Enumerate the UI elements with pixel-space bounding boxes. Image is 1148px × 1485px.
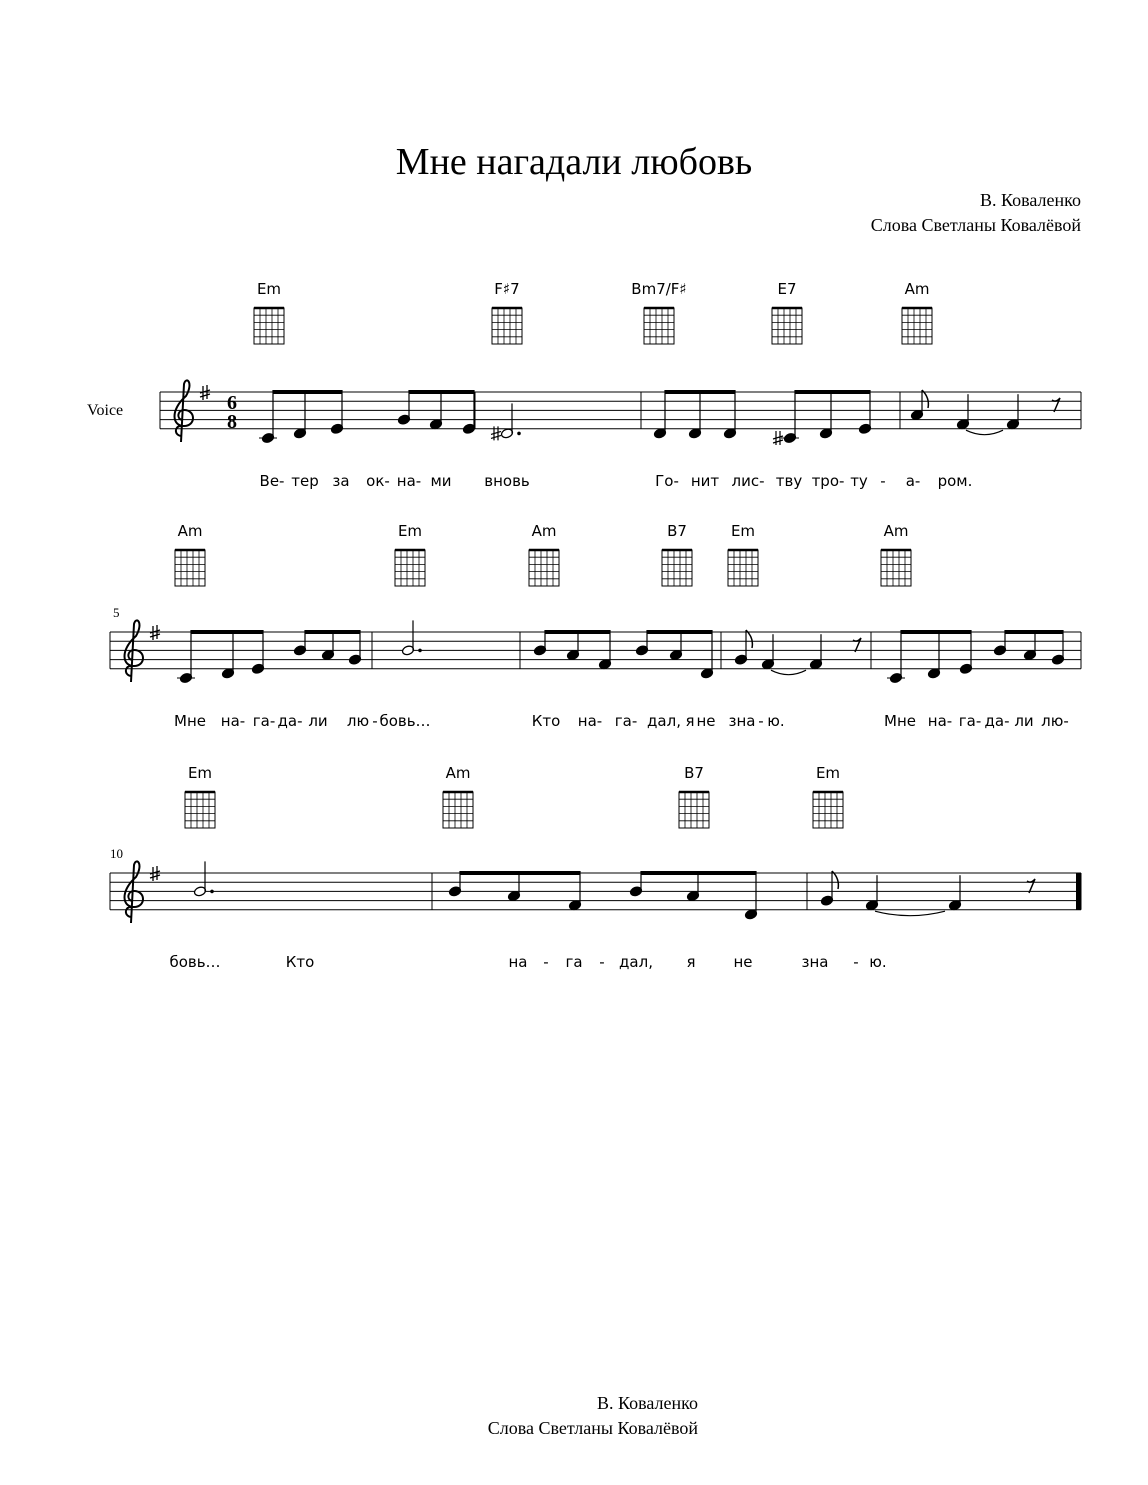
time-signature-denominator: 8	[227, 411, 237, 433]
lyric-syllable: Мне	[174, 712, 206, 730]
lyric-syllable: ли	[1014, 712, 1034, 730]
lyric-syllable: тер	[291, 472, 319, 490]
chord-symbol: Em	[730, 522, 756, 540]
lyric-syllable: на-	[220, 712, 246, 730]
chord-diagram-frame	[175, 550, 205, 586]
final-barline	[1076, 873, 1081, 910]
measure-number: 5	[113, 605, 120, 620]
lyric-syllable: да-	[984, 712, 1010, 730]
lyric-syllable: на-	[927, 712, 953, 730]
footer-composer: В. Коваленко	[597, 1393, 698, 1413]
chord-symbol: E7	[777, 280, 797, 298]
chord-diagram-frame	[254, 308, 284, 344]
lyric-syllable: -	[372, 712, 378, 730]
lyricist: Слова Светланы Ковалёвой	[870, 215, 1081, 235]
chord-diagram-frame	[443, 792, 473, 828]
chord-diagram-frame	[813, 792, 843, 828]
note-flag	[832, 871, 838, 889]
lyric-syllable: да-	[277, 712, 303, 730]
chord-symbol: B7	[684, 764, 704, 782]
lyric-syllable: ром.	[937, 472, 973, 490]
lyric-syllable: Кто	[531, 712, 561, 730]
lyric-syllable: ю.	[869, 953, 887, 971]
lyric-syllable: Мне	[884, 712, 916, 730]
chord-symbol: Em	[187, 764, 213, 782]
lyric-syllable: на-	[577, 712, 603, 730]
lyric-syllable: -	[758, 712, 764, 730]
treble-clef	[175, 380, 194, 442]
lyric-syllable: га	[565, 953, 583, 971]
chord-diagram-frame	[492, 308, 522, 344]
chord-symbol: Bm7/F♯	[631, 280, 687, 298]
lyric-syllable: -	[543, 953, 549, 971]
note-beam	[641, 871, 756, 875]
lyric-syllable: ли	[308, 712, 328, 730]
chord-symbol: Em	[397, 522, 423, 540]
note-beam	[647, 630, 712, 634]
treble-clef	[125, 861, 144, 923]
lyric-syllable: тро-	[811, 472, 845, 490]
note-flag	[746, 630, 752, 648]
song-title: Мне нагадали любовь	[395, 141, 753, 183]
lyric-syllable: нит	[690, 472, 720, 490]
lyric-syllable: бовь…	[379, 712, 431, 730]
lyric-syllable: лю	[346, 712, 370, 730]
lyric-syllable: не	[696, 712, 716, 730]
chord-diagram-frame	[772, 308, 802, 344]
chord-diagram-frame	[185, 792, 215, 828]
lyric-syllable: зна	[801, 953, 829, 971]
chord-diagram-frame	[902, 308, 932, 344]
lyric-syllable: га-	[252, 712, 276, 730]
lyric-syllable: на	[508, 953, 528, 971]
lyric-syllable: на-	[396, 472, 422, 490]
lyric-syllable: Го-	[655, 472, 679, 490]
chord-diagram-frame	[395, 550, 425, 586]
chord-symbol: Am	[177, 522, 203, 540]
chord-diagram-frame	[679, 792, 709, 828]
lyric-syllable: дал,	[647, 712, 681, 730]
composer: В. Коваленко	[980, 190, 1081, 210]
lyric-syllable: ок-	[366, 472, 390, 490]
augmentation-dot	[210, 890, 214, 894]
note-beam	[545, 630, 610, 634]
lyric-syllable: -	[599, 953, 605, 971]
lyric-syllable: ю.	[767, 712, 785, 730]
lyric-syllable: -	[880, 472, 886, 490]
lyric-syllable: га-	[614, 712, 638, 730]
note-beam	[305, 630, 360, 634]
chord-diagram-frame	[728, 550, 758, 586]
chord-symbol: Am	[531, 522, 557, 540]
note-beam	[795, 390, 870, 394]
note-beam	[1005, 630, 1063, 634]
treble-clef	[125, 620, 144, 682]
instrument-name: Voice	[87, 402, 124, 419]
chord-symbol: Am	[445, 764, 471, 782]
note-beam	[665, 390, 735, 394]
lyric-syllable: лис-	[731, 472, 765, 490]
chord-symbol: Am	[883, 522, 909, 540]
chord-symbol: F♯7	[494, 280, 520, 298]
chord-symbol: Em	[256, 280, 282, 298]
lyric-syllable: а-	[905, 472, 921, 490]
lyric-syllable: за	[332, 472, 350, 490]
lyric-syllable: зна	[728, 712, 756, 730]
chord-symbol: B7	[667, 522, 687, 540]
time-signature-numerator: 6	[227, 392, 237, 414]
footer-lyricist: Слова Светланы Ковалёвой	[487, 1418, 698, 1438]
lyric-syllable: Ве-	[259, 472, 285, 490]
lyric-syllable: дал,	[619, 953, 653, 971]
chord-symbol: Am	[904, 280, 930, 298]
chord-diagram-frame	[662, 550, 692, 586]
note-beam	[409, 390, 474, 394]
lyric-syllable: тву	[775, 472, 803, 490]
tie	[875, 911, 945, 916]
augmentation-dot	[418, 649, 422, 653]
lyric-syllable: лю-	[1041, 712, 1069, 730]
lyric-syllable: я	[685, 712, 695, 730]
lyric-syllable: бовь…	[169, 953, 221, 971]
note-beam	[191, 630, 263, 634]
chord-diagram-frame	[529, 550, 559, 586]
measure-number: 10	[110, 846, 123, 861]
chord-symbol: Em	[815, 764, 841, 782]
lyric-syllable: не	[733, 953, 753, 971]
lyric-syllable: ту	[850, 472, 868, 490]
chord-diagram-frame	[644, 308, 674, 344]
augmentation-dot	[517, 432, 521, 436]
note-beam	[901, 630, 971, 634]
lyric-syllable: га-	[958, 712, 982, 730]
tie	[771, 670, 806, 675]
chord-diagram-frame	[881, 550, 911, 586]
lyric-syllable: Кто	[285, 953, 315, 971]
lyric-syllable: я	[686, 953, 696, 971]
lyric-syllable: ми	[430, 472, 452, 490]
note-beam	[273, 390, 342, 394]
note-flag	[922, 390, 928, 408]
lyric-syllable: -	[853, 953, 859, 971]
lyric-syllable: вновь	[484, 472, 530, 490]
tie	[966, 430, 1003, 435]
note-beam	[460, 871, 580, 875]
